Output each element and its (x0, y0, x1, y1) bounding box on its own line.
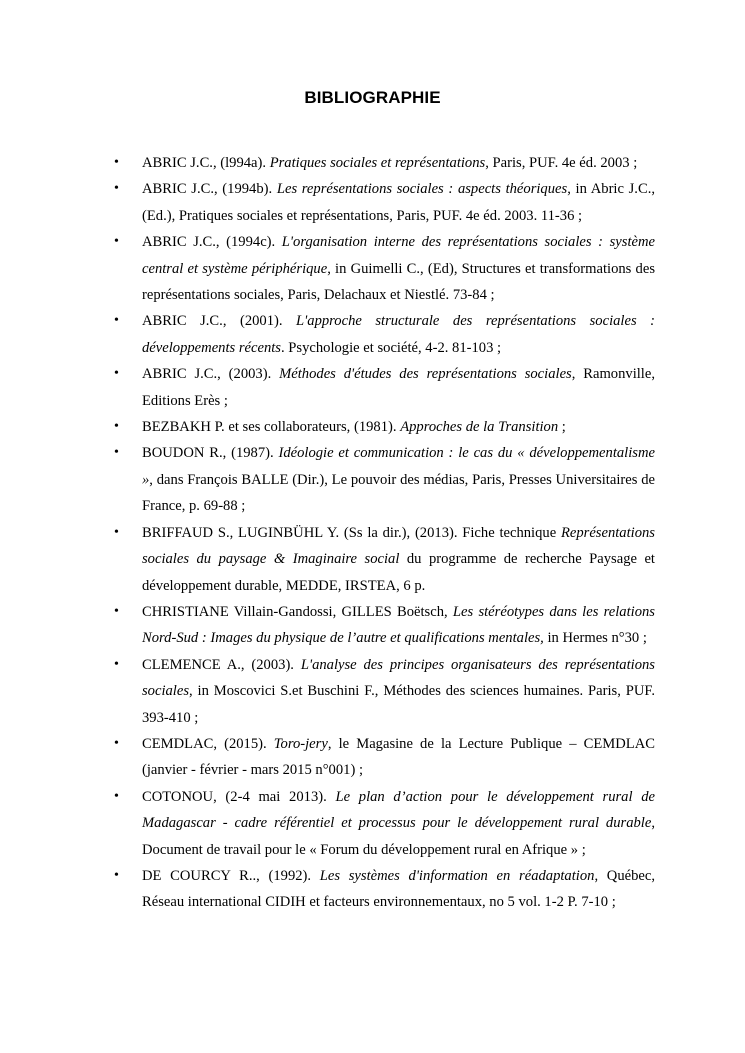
entry-text: du programme de recherche Paysage et développement durable, MEDDE, IRSTEA, 6 p. (142, 551, 655, 594)
bullet-icon: • (114, 181, 119, 197)
entry-text: BRIFFAUD S., LUGINBÜHL Y. (Ss la dir.), (2013). Fiche technique (142, 524, 561, 541)
bullet-icon: • (114, 656, 119, 672)
entry-text: CEMDLAC, (2015). (142, 735, 274, 752)
entry-text: ABRIC J.C., (l994a). (142, 155, 270, 171)
bibliography-list (114, 150, 655, 916)
entry-text: , in Guimelli C., (Ed), Structures et transformations des représentations sociales, Paris, Delachaux et Niestlé. 73-84 ; (142, 260, 655, 304)
entry-text: COTONOU, (2-4 mai 2013). (142, 788, 336, 805)
bibliography-entry (114, 414, 655, 440)
bullet-icon: • (114, 524, 119, 540)
entry-title-italic: Les représentations sociales : aspects théoriques (276, 181, 568, 198)
entry-text: ABRIC J.C., (2003). (142, 366, 280, 383)
entry-title-italic: Le plan d’action pour le développement rural de Madagascar - cadre référentiel et processus pour le développement rural durable (142, 788, 656, 832)
bibliography-entry (114, 308, 655, 361)
entry-title-italic: Pratiques sociales et représentations (269, 155, 486, 171)
bullet-icon: • (114, 603, 119, 619)
bibliography-entry (114, 440, 655, 519)
entry-title-italic: L'analyse des principes organisateurs des représentations sociales (142, 656, 655, 700)
bullet-icon: • (114, 234, 119, 250)
entry-text: , le Magasine de la Lecture Publique – CEMDLAC (janvier - février - mars 2015 n°001) ; (142, 735, 655, 779)
bullet-icon: • (114, 419, 119, 435)
bullet-icon: • (114, 313, 119, 329)
bullet-icon: • (114, 445, 119, 461)
bullet-icon: • (114, 788, 119, 804)
entry-text: BOUDON R., (1987). (142, 445, 279, 462)
entry-text: , Québec, Réseau international CIDIH et facteurs environnementaux, no 5 vol. 1-2 P. 7-10 ; (142, 867, 656, 911)
bullet-icon: • (114, 735, 119, 751)
entry-title-italic: Approches de la Transition (400, 419, 559, 436)
entry-text: , in Abric J.C., (Ed.), Pratiques sociales et représentations, Paris, PUF. 4e éd. 2003. 11-36 ; (142, 181, 655, 224)
bibliography-entry (114, 652, 655, 731)
bibliography-entry (114, 520, 655, 599)
entry-text: ABRIC J.C., (1994b). (142, 181, 277, 198)
entry-text: in Hermes n°30 ; (543, 630, 647, 647)
bibliography-entry (114, 150, 655, 176)
entry-title-italic: L'approche structurale des représentations sociales : développements récents (142, 313, 655, 356)
bullet-icon: • (114, 867, 119, 883)
entry-text: , Document de travail pour le « Forum du développement rural en Afrique » ; (142, 815, 655, 858)
page-title: BIBLIOGRAPHIE (304, 88, 441, 107)
entry-title-italic: Représentations sociales du paysage & Imaginaire social (142, 524, 655, 568)
entry-text: ABRIC J.C., (2001). (142, 313, 297, 330)
entry-title-italic: L'organisation interne des représentations sociales : système central et système périphérique (142, 234, 655, 277)
bibliography-entry (114, 176, 655, 229)
entry-text: BEZBAKH P. et ses collaborateurs, (1981). (142, 419, 401, 436)
entry-text: ; (558, 419, 566, 436)
entry-text: CLEMENCE A., (2003). (142, 656, 301, 673)
entry-text: DE COURCY R.., (1992). (142, 867, 320, 884)
entry-title-italic: Toro-jery (273, 735, 328, 752)
entry-text: , dans François BALLE (Dir.), Le pouvoir des médias, Paris, Presses Universitaires de France, p. 69-88 ; (142, 471, 655, 515)
bibliography-entry (114, 731, 655, 784)
bibliography-entry (114, 784, 655, 863)
entry-text: , Paris, PUF. 4e éd. 2003 ; (485, 155, 638, 171)
bullet-icon: • (114, 366, 119, 382)
bullet-icon: • (114, 155, 119, 170)
bibliography-entry (114, 361, 655, 414)
entry-text: CHRISTIANE Villain-Gandossi, GILLES Boëtsch, (142, 603, 453, 620)
entry-title-italic: Méthodes d'études des représentations sociales (279, 366, 572, 383)
entry-title-italic: Les systèmes d'information en réadaptation (319, 867, 595, 884)
entry-text: , Ramonville, Editions Erès ; (142, 366, 655, 409)
entry-text: , in Moscovici S.et Buschini F., Méthodes des sciences humaines. Paris, PUF. 393-410 ; (142, 683, 655, 726)
bibliography-entry (114, 599, 655, 652)
bibliography-entry (114, 863, 655, 916)
entry-text: . Psychologie et société, 4-2. 81-103 ; (281, 339, 502, 356)
bibliography-entry (114, 229, 655, 308)
entry-text: ABRIC J.C., (1994c). (142, 234, 282, 251)
entry-title-italic: Les stéréotypes dans les relations Nord-Sud : Images du physique de l’autre et qualifications mentales, (142, 603, 655, 647)
entry-title-italic: Idéologie et communication : le cas du « développementalisme » (142, 445, 655, 488)
